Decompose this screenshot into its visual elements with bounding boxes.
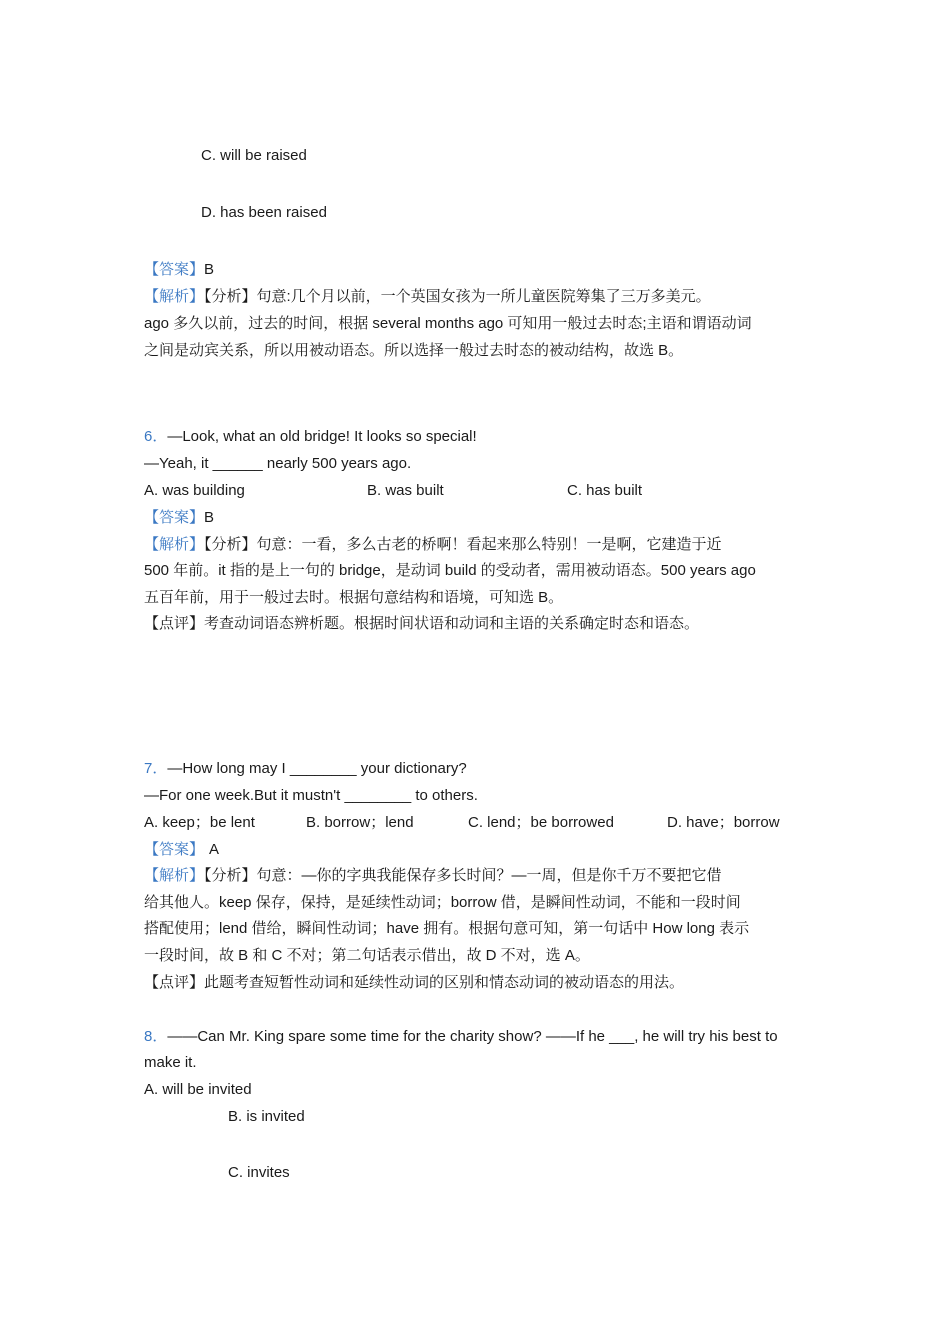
q5-analysis-line-3: 之间是动宾关系，所以用被动语态。所以选择一般过去时态的被动结构，故选 B。 <box>144 342 684 359</box>
q6-analysis-line-1 <box>144 535 722 555</box>
q7-option-b: B. borrow；lend <box>306 814 414 831</box>
analysis-text: 【分析】句意:几个月以前，一个英国女孩为一所儿童医院筹集了三万多美元。 <box>204 288 711 305</box>
q7-stem-line-2: —For one week.But it mustn't ________ to others. <box>144 787 478 804</box>
analysis-text: 【分析】句意：—你的字典我能保存多长时间？—一周，但是你千万不要把它借 <box>204 867 722 884</box>
q6-stem-line-2: —Yeah, it ______ nearly 500 years ago. <box>144 455 412 472</box>
q7-option-d: D. have；borrow <box>667 814 780 831</box>
answer-value: A <box>209 841 220 858</box>
q7-stem-line-1 <box>144 759 467 779</box>
q7-answer <box>144 840 219 860</box>
q8-stem-line-1 <box>144 1027 778 1047</box>
answer-value: B <box>204 261 215 278</box>
q7-option-c: C. lend；be borrowed <box>468 814 614 831</box>
q8-option-c: C. invites <box>228 1164 290 1181</box>
q5-answer <box>144 260 214 280</box>
analysis-tag: 【解析】 <box>144 867 205 884</box>
q7-comment: 【点评】此题考查短暂性动词和延续性动词的区别和情态动词的被动语态的用法。 <box>144 974 685 991</box>
q8-option-a: A. will be invited <box>144 1081 252 1098</box>
answer-tag: 【答案】 <box>144 261 205 278</box>
q6-answer <box>144 508 214 528</box>
analysis-text: 【分析】句意：一看，多么古老的桥啊！看起来那么特别！一是啊，它建造于近 <box>204 536 722 553</box>
q5-option-c: C. will be raised <box>201 147 307 164</box>
q7-analysis-line-1 <box>144 866 722 886</box>
question-number: 8． <box>144 1028 168 1045</box>
q5-analysis-line-2: ago 多久以前，过去的时间，根据 several months ago 可知用一般过去时态;主语和谓语动词 <box>144 315 752 332</box>
q7-analysis-line-4: 一段时间，故 B 和 C 不对；第二句话表示借出，故 D 不对，选 A。 <box>144 947 590 964</box>
question-number: 7． <box>144 760 168 777</box>
analysis-tag: 【解析】 <box>144 536 205 553</box>
q5-option-d: D. has been raised <box>201 204 327 221</box>
q7-option-a: A. keep；be lent <box>144 814 255 831</box>
q6-analysis-line-2: 500 年前。it 指的是上一句的 bridge，是动词 build 的受动者，需用被动语态。500 years ago <box>144 562 756 579</box>
q8-option-b: B. is invited <box>228 1108 305 1125</box>
q6-option-c: C. has built <box>567 482 643 499</box>
q6-option-a: A. was building <box>144 482 245 499</box>
q5-analysis-line-1 <box>144 287 711 307</box>
q6-option-b: B. was built <box>367 482 444 499</box>
stem-text: ——Can Mr. King spare some time for the charity show? ——If he ___, he will try his best to <box>167 1028 778 1045</box>
q6-analysis-line-3: 五百年前，用于一般过去时。根据句意结构和语境，可知选 B。 <box>144 589 564 606</box>
q7-analysis-line-3: 搭配使用；lend 借给，瞬间性动词；have 拥有。根据句意可知，第一句话中 How long 表示 <box>144 920 750 937</box>
q6-comment: 【点评】考查动词语态辨析题。根据时间状语和动词和主语的关系确定时态和语态。 <box>144 615 700 632</box>
answer-value: B <box>204 509 215 526</box>
answer-tag: 【答案】 <box>144 509 205 526</box>
stem-text: —How long may I ________ your dictionary? <box>167 760 467 777</box>
question-number: 6． <box>144 428 168 445</box>
stem-text: —Look, what an old bridge! It looks so special! <box>167 428 477 445</box>
analysis-tag: 【解析】 <box>144 288 205 305</box>
q7-analysis-line-2: 给其他人。keep 保存，保持，是延续性动词；borrow 借，是瞬间性动词，不能和一段时间 <box>144 894 741 911</box>
answer-tag: 【答案】 <box>144 841 205 858</box>
q8-stem-line-2: make it. <box>144 1054 197 1071</box>
q6-stem-line-1 <box>144 427 477 447</box>
